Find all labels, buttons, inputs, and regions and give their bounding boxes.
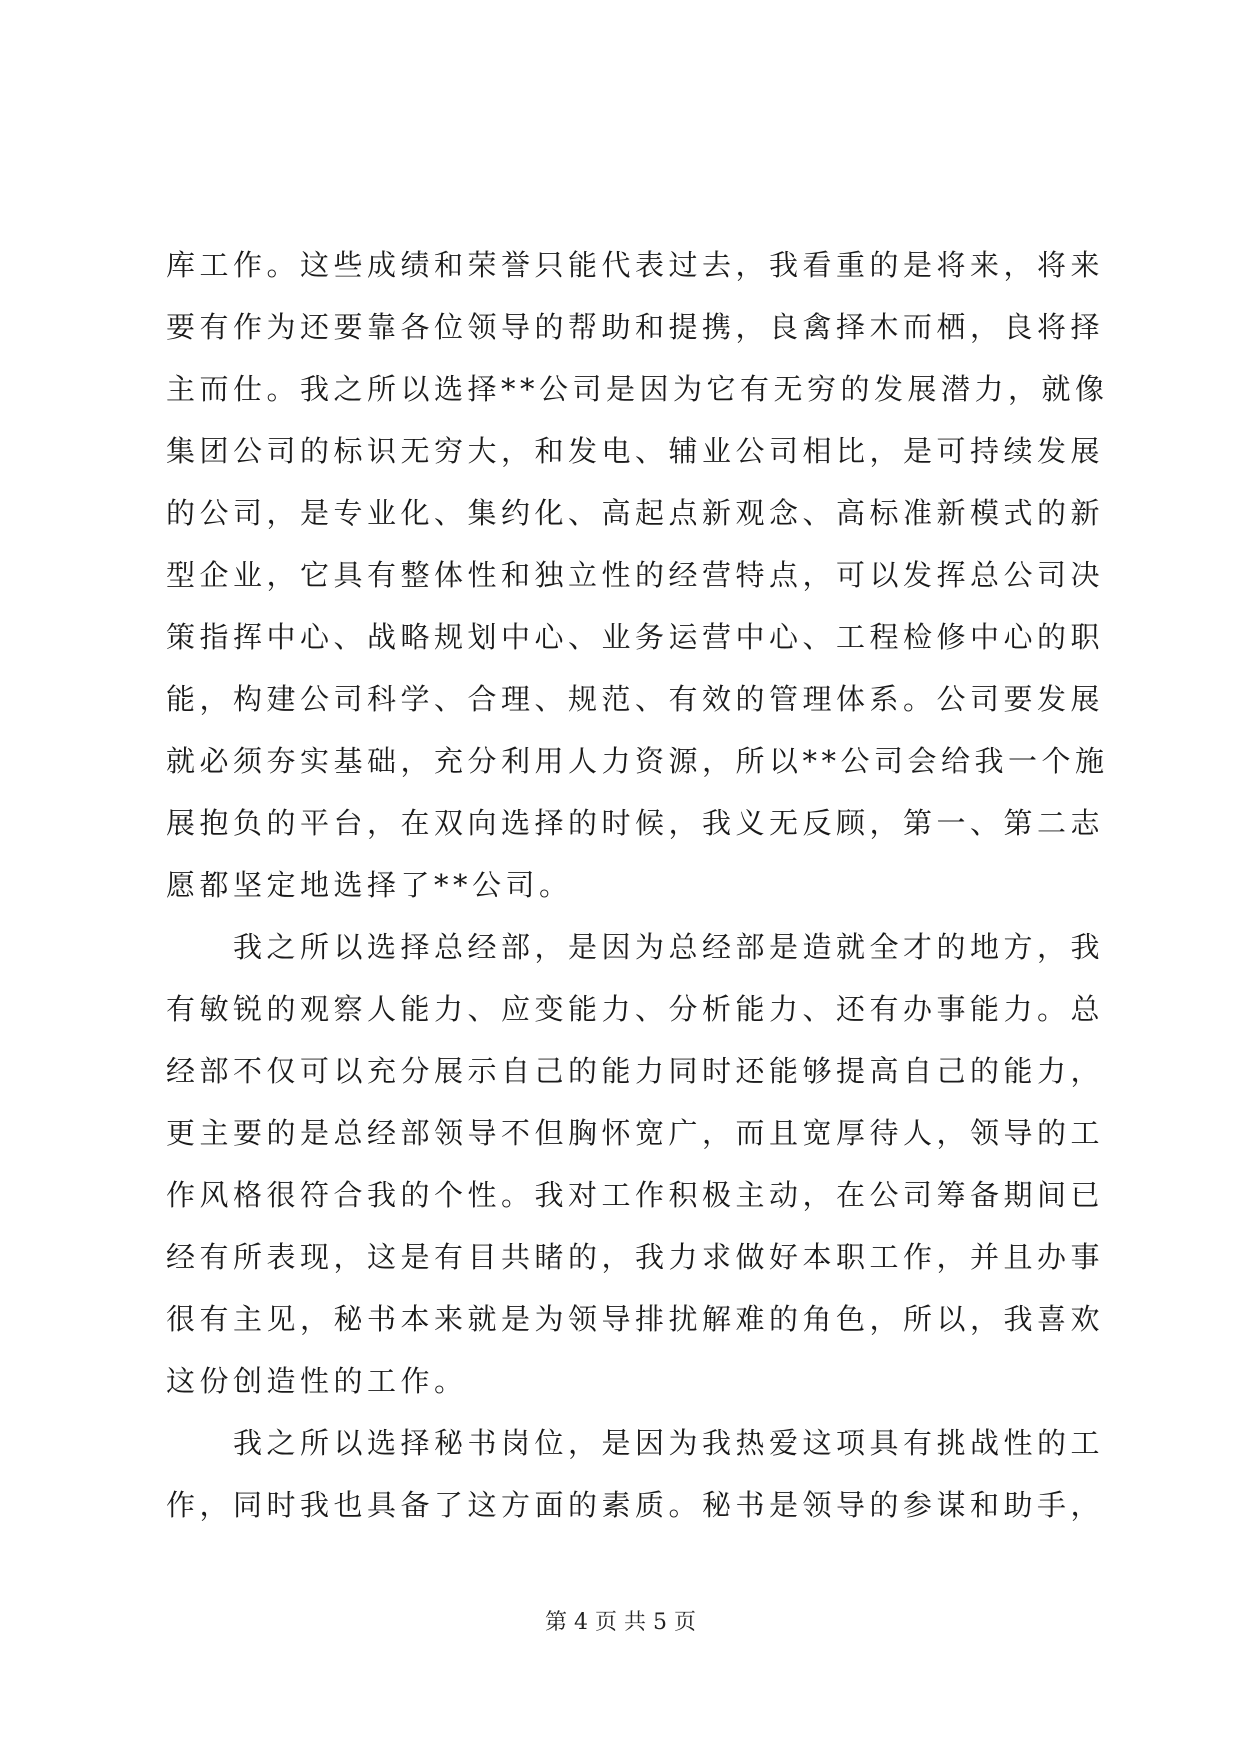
text-line: 作，同时我也具备了这方面的素质。秘书是领导的参谋和助手，: [166, 1488, 1105, 1522]
text-line: 展抱负的平台，在双向选择的时候，我义无反顾，第一、第二志: [166, 806, 1105, 840]
text-line: 集团公司的标识无穷大，和发电、辅业公司相比，是可持续发展: [166, 434, 1105, 468]
text-line: 很有主见，秘书本来就是为领导排扰解难的角色，所以，我喜欢: [166, 1302, 1105, 1336]
text-line: 型企业，它具有整体性和独立性的经营特点，可以发挥总公司决: [166, 558, 1105, 592]
text-line: 作风格很符合我的个性。我对工作积极主动，在公司筹备期间已: [166, 1178, 1105, 1212]
page-number-footer: 第 4 页 共 5 页: [545, 1610, 696, 1635]
document-body: [166, 234, 1109, 1536]
text-line: 经有所表现，这是有目共睹的，我力求做好本职工作，并且办事: [166, 1240, 1105, 1274]
text-line: 就必须夯实基础，充分利用人力资源，所以**公司会给我一个施: [166, 744, 1109, 778]
text-line: 愿都坚定地选择了**公司。: [166, 868, 573, 902]
text-line: 更主要的是总经部领导不但胸怀宽广，而且宽厚待人，领导的工: [166, 1116, 1105, 1150]
text-line: 这份创造性的工作。: [166, 1364, 468, 1398]
text-line: 有敏锐的观察人能力、应变能力、分析能力、还有办事能力。总: [166, 992, 1105, 1026]
text-line: 策指挥中心、战略规划中心、业务运营中心、工程检修中心的职: [166, 620, 1105, 654]
text-line: 经部不仅可以充分展示自己的能力同时还能够提高自己的能力，: [166, 1054, 1105, 1088]
text-line: 库工作。这些成绩和荣誉只能代表过去，我看重的是将来，将来: [166, 248, 1105, 282]
text-line: 要有作为还要靠各位领导的帮助和提携，良禽择木而栖，良将择: [166, 310, 1105, 344]
text-line: 主而仕。我之所以选择**公司是因为它有无穷的发展潜力，就像: [166, 372, 1109, 406]
paragraph-start-line: 我之所以选择秘书岗位，是因为我热爱这项具有挑战性的工: [166, 1426, 1105, 1460]
text-line: 的公司，是专业化、集约化、高起点新观念、高标准新模式的新: [166, 496, 1105, 530]
paragraph-start-line: 我之所以选择总经部，是因为总经部是造就全才的地方，我: [166, 930, 1105, 964]
text-line: 能，构建公司科学、合理、规范、有效的管理体系。公司要发展: [166, 682, 1105, 716]
